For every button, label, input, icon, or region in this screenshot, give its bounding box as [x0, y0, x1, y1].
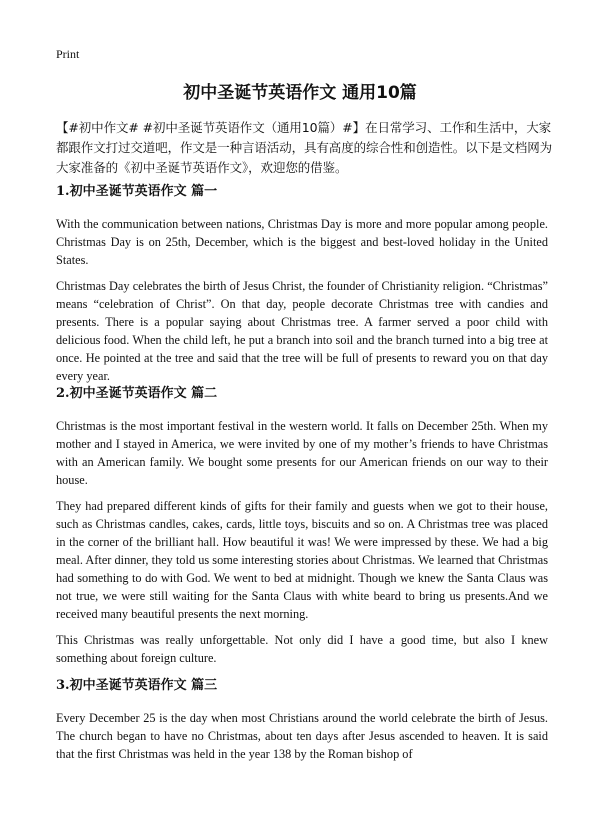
page-title: 初中圣诞节英语作文 通用10篇: [183, 83, 417, 103]
paragraph: Every December 25 is the day when most Christians around the world celebrate the birth of Jesus. The church began to have no Christmas, about ten days after Jesus ascended to heaven. It is said that the first Christmas was held in the year 138 by the Roman bishop of: [56, 711, 548, 761]
paragraph: Christmas is the most important festival in the western world. It falls on December 25th. When my mother and I stayed in America, we were invited by one of my mother’s friends to have Christmas with an American family. We bought some presents for our American friends on our way to their house.: [56, 419, 548, 487]
section-heading: 3.初中圣诞节英语作文 篇三: [56, 678, 218, 693]
essay-section-1: [56, 182, 548, 393]
essay-section-3: [56, 676, 548, 771]
paragraph: With the communication between nations, Christmas Day is more and more popular among people. Christmas Day is on 25th, December, which is the biggest and best-loved holiday in the United States.: [56, 217, 548, 267]
section-heading: 1.初中圣诞节英语作文 篇一: [56, 184, 218, 199]
essay-section-2: [56, 384, 548, 675]
print-link[interactable]: Print: [56, 47, 80, 61]
paragraph: This Christmas was really unforgettable. Not only did I have a good time, but also I knew something about foreign culture.: [56, 633, 548, 665]
paragraph: Christmas Day celebrates the birth of Jesus Christ, the founder of Christianity religion. “Christmas” means “celebration of Christ”. On that day, people decorate Christmas tree with candies and presents. There is a popular saying about Christmas tree. A farmer served a poor child with delicious food. When the child left, he put a branch into soil and the branch turned into a big tree at once. He pointed at the tree and said that the tree will be full of presents to reward you on that day every year.: [56, 279, 548, 383]
intro-paragraph: 【#初中作文# #初中圣诞节英语作文（通用10篇）#】在日常学习、工作和生活中，大家都跟作文打过交道吧，作文是一种言语活动，具有高度的综合性和创造性。以下是文档网为大家准备的《初中圣诞节英语作文》，欢迎您的借鉴。: [56, 120, 553, 175]
paragraph: They had prepared different kinds of gifts for their family and guests when we got to their house, such as Christmas candles, cakes, cards, little toys, biscuits and so on. A Christmas tree was placed in the corner of the brilliant hall. How beautiful it was! We were impressed by these. We had a big meal. After dinner, they told us some interesting stories about Christmas. We learned that Christmas had something to do with God. We went to bed at midnight. Though we knew the Santa Claus was not true, we were still waiting for the Santa Claus with white beard to bring us presents.And we received many beautiful presents the next morning.: [56, 499, 548, 621]
section-heading: 2.初中圣诞节英语作文 篇二: [56, 386, 218, 401]
